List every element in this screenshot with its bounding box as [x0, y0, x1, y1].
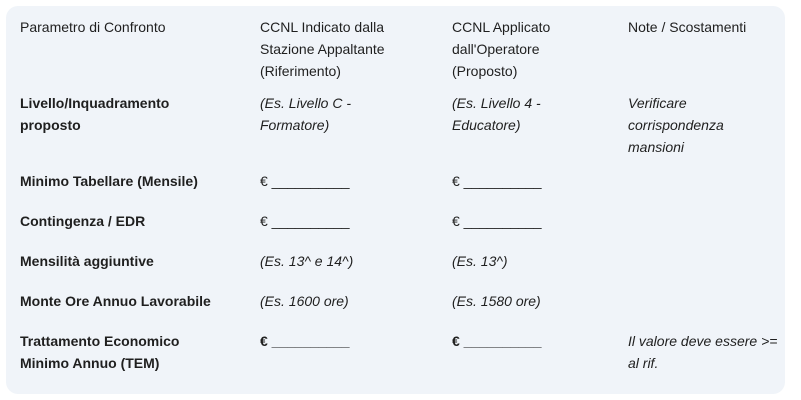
reference-cell: (Es. 13^ e 14^)	[260, 253, 354, 269]
proposed-cell: € __________	[452, 173, 542, 189]
table-header-row	[6, 6, 785, 90]
table-row	[6, 170, 785, 210]
note-cell: Il valore deve essere >= al rif.	[628, 333, 778, 371]
reference-cell: € __________	[260, 173, 350, 189]
note-cell	[614, 210, 785, 250]
table-row	[6, 250, 785, 290]
ccnl-comparison-table	[6, 6, 785, 374]
proposed-cell: (Es. 13^)	[452, 253, 508, 269]
table-row	[6, 210, 785, 250]
proposed-cell: € __________	[452, 333, 542, 349]
header-cell: Parametro di Confronto	[20, 19, 166, 35]
header-cell: CCNL Applicato dall'Operatore (Proposto)	[452, 19, 551, 79]
proposed-cell: (Es. Livello 4 - Educatore)	[452, 95, 541, 133]
table-row	[6, 90, 785, 170]
proposed-cell: (Es. 1580 ore)	[452, 293, 541, 309]
param-cell: Mensilità aggiuntive	[20, 253, 154, 269]
param-cell: Contingenza / EDR	[20, 213, 146, 229]
reference-cell: € __________	[260, 333, 350, 349]
param-cell: Trattamento Economico Minimo Annuo (TEM)	[20, 333, 180, 371]
note-cell	[614, 290, 785, 330]
note-cell: Verificare corrispondenza mansioni	[628, 95, 724, 155]
header-cell: Note / Scostamenti	[628, 19, 747, 35]
param-cell: Minimo Tabellare (Mensile)	[20, 173, 198, 189]
note-cell	[614, 250, 785, 290]
reference-cell: € __________	[260, 213, 350, 229]
table-row	[6, 290, 785, 330]
table-row	[6, 330, 785, 374]
proposed-cell: € __________	[452, 213, 542, 229]
note-cell	[614, 170, 785, 210]
param-cell: Monte Ore Annuo Lavorabile	[20, 293, 211, 309]
reference-cell: (Es. 1600 ore)	[260, 293, 349, 309]
param-cell: Livello/Inquadramento proposto	[20, 95, 170, 133]
header-cell: CCNL Indicato dalla Stazione Appaltante (Riferimento)	[260, 19, 385, 79]
reference-cell: (Es. Livello C - Formatore)	[260, 95, 352, 133]
